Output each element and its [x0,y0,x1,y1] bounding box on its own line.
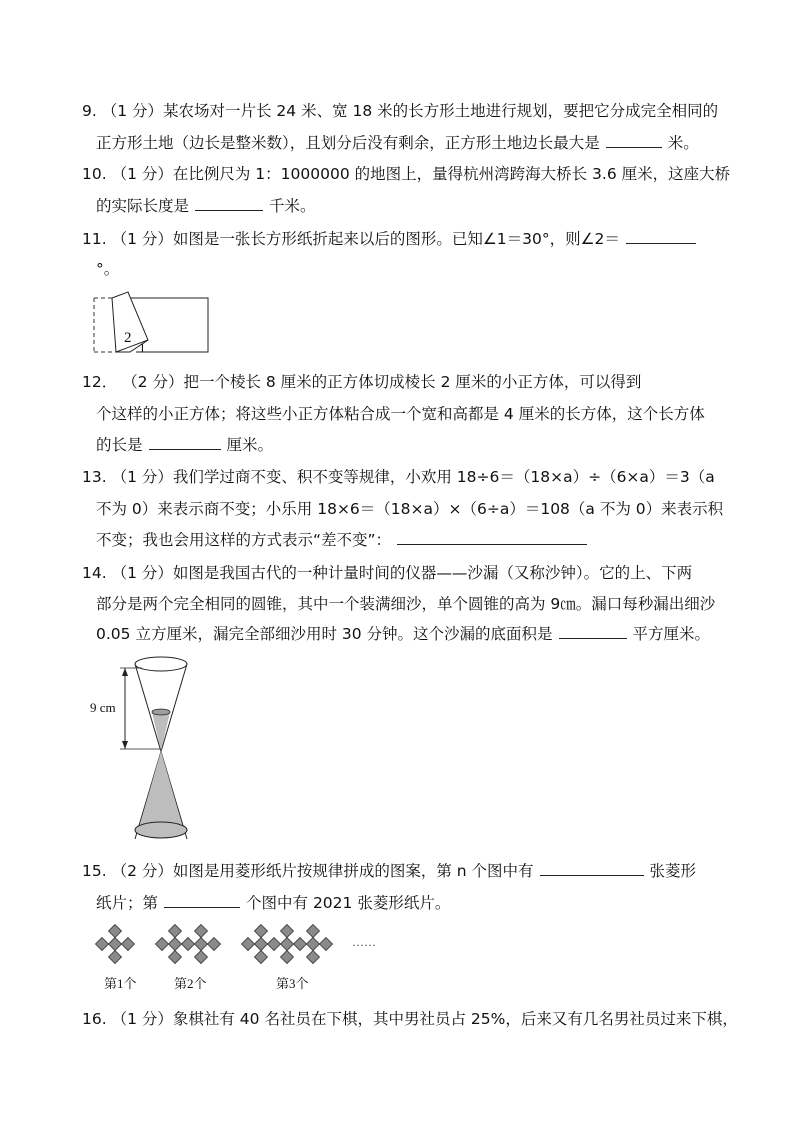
rhombus-tile [307,925,320,938]
q11-line1 [82,229,702,249]
rhombus-tile [294,938,307,951]
rhombus-tile [109,938,122,951]
pattern-label-2: 第2个 [174,976,207,991]
q15-answer-blank-1[interactable] [540,861,644,876]
rhombus-tile [195,951,208,964]
q13-line3 [96,530,593,550]
pattern-figure-3 [242,925,333,964]
rhombus-tile [255,925,268,938]
rhombus-tile [281,925,294,938]
rhombus-tile [182,938,195,951]
pattern-figure-1 [96,925,135,964]
rhombus-tile [320,938,333,951]
q9-text-a: 正方形土地（边长是整米数），且划分后没有剩余，正方形土地边长最大是 [96,134,600,152]
rhombus-tile [307,951,320,964]
dimension-arrow-bottom [122,741,128,749]
folded-rectangle-figure [90,290,215,358]
q15-line2 [96,893,450,913]
q12-answer-blank[interactable] [149,435,221,450]
q14-answer-blank[interactable] [559,624,627,639]
q14-line2: 部分是两个完全相同的圆锥，其中一个装满细沙，单个圆锥的高为 9㎝。漏口每秒漏出细沙 [96,595,716,613]
rhombus-tile [281,951,294,964]
pattern-ellipsis: …… [352,935,376,949]
dimension-arrow-top [122,668,128,676]
rhombus-tile [307,938,320,951]
hourglass-figure [88,654,198,848]
q10-line1: 10. （1 分）在比例尺为 1：1000000 的地图上，量得杭州湾跨海大桥长 3.6 厘米，这座大桥 [82,165,731,183]
q9-answer-blank[interactable] [606,133,662,148]
rhombus-tile [122,938,135,951]
rhombus-tile [96,938,109,951]
q11-text: 11. （1 分）如图是一张长方形纸折起来以后的图形。已知∠1＝30°，则∠2＝ [82,230,620,248]
top-base-ellipse [135,657,187,671]
q15-answer-blank-2[interactable] [164,893,240,908]
rhombus-tile [195,938,208,951]
angle-1-label: 1 [139,340,146,355]
q15-text-c: 纸片；第 [96,894,159,912]
q14-line3 [96,624,710,644]
rhombus-tile [208,938,221,951]
q11-line2: °。 [96,260,120,278]
rhombus-tile [255,951,268,964]
q14-line1: 14. （1 分）如图是我国古代的一种计量时间的仪器——沙漏（又称沙钟）。它的上、下两 [82,564,693,582]
q9-line1: 9. （1 分）某农场对一片长 24 米、宽 18 米的长方形土地进行规划，要把它分成完全相同的 [82,102,719,120]
rhombus-tile [109,951,122,964]
q12-line1: 12． （2 分）把一个棱长 8 厘米的正方体切成棱长 2 厘米的小正方体，可以得到 [82,373,642,391]
q9-text-b: 米。 [667,134,699,152]
lower-sand-base [135,822,187,838]
lower-sand [140,751,182,824]
q16-line1: 16. （1 分）象棋社有 40 名社员在下棋，其中男社员占 25%，后来又有几名男社员过来下棋， [82,1010,738,1028]
pattern-label-1: 第1个 [104,976,137,991]
rhombus-tile [156,938,169,951]
q15-line1 [82,861,696,881]
q15-text-d: 个图中有 2021 张菱形纸片。 [246,894,451,912]
pattern-figure-2 [156,925,221,964]
q13-line1: 13. （1 分）我们学过商不变、积不变等规律，小欢用 18÷6＝（18×a）÷（6×a）＝3（a [82,468,715,486]
rhombus-tile [169,938,182,951]
q13-answer-blank[interactable] [397,530,587,545]
rhombus-tile [242,938,255,951]
q10-text-a: 的实际长度是 [96,197,190,215]
q12-text-b: 厘米。 [226,436,274,454]
rhombus-tile [255,938,268,951]
q12-line3 [96,435,273,455]
rhombus-tile [281,938,294,951]
q11-answer-blank[interactable] [626,229,696,244]
q9-line2 [96,133,699,153]
q12-line2: 个这样的小正方体；将这些小正方体粘合成一个宽和高都是 4 厘米的长方体，这个长方体 [96,405,705,423]
rhombus-tile [195,925,208,938]
q10-line2 [96,196,316,216]
q14-text-a: 0.05 立方厘米，漏完全部细沙用时 30 分钟。这个沙漏的底面积是 [96,625,553,643]
q14-text-b: 平方厘米。 [632,625,711,643]
rhombus-pattern-figure [90,922,390,994]
q10-answer-blank[interactable] [195,196,263,211]
pattern-label-3: 第3个 [276,976,309,991]
q13-line2: 不为 0）来表示商不变；小乐用 18×6＝（18×a）×（6÷a）＝108（a 不为 0）来表示积 [96,500,724,518]
rhombus-tile [169,925,182,938]
q12-text-a: 的长是 [96,436,143,454]
q15-text-b: 张菱形 [649,862,697,880]
rhombus-tile [169,951,182,964]
height-label: 9 cm [90,700,116,715]
rhombus-tile [268,938,281,951]
angle-2-label: 2 [124,330,132,346]
rhombus-tile [109,925,122,938]
upper-sand-surface [152,709,170,715]
q10-text-b: 千米。 [269,197,316,215]
q13-text: 不变；我也会用这样的方式表示“差不变”： [96,531,392,549]
q15-text-a: 15. （2 分）如图是用菱形纸片按规律拼成的图案，第 n 个图中有 [82,862,534,880]
